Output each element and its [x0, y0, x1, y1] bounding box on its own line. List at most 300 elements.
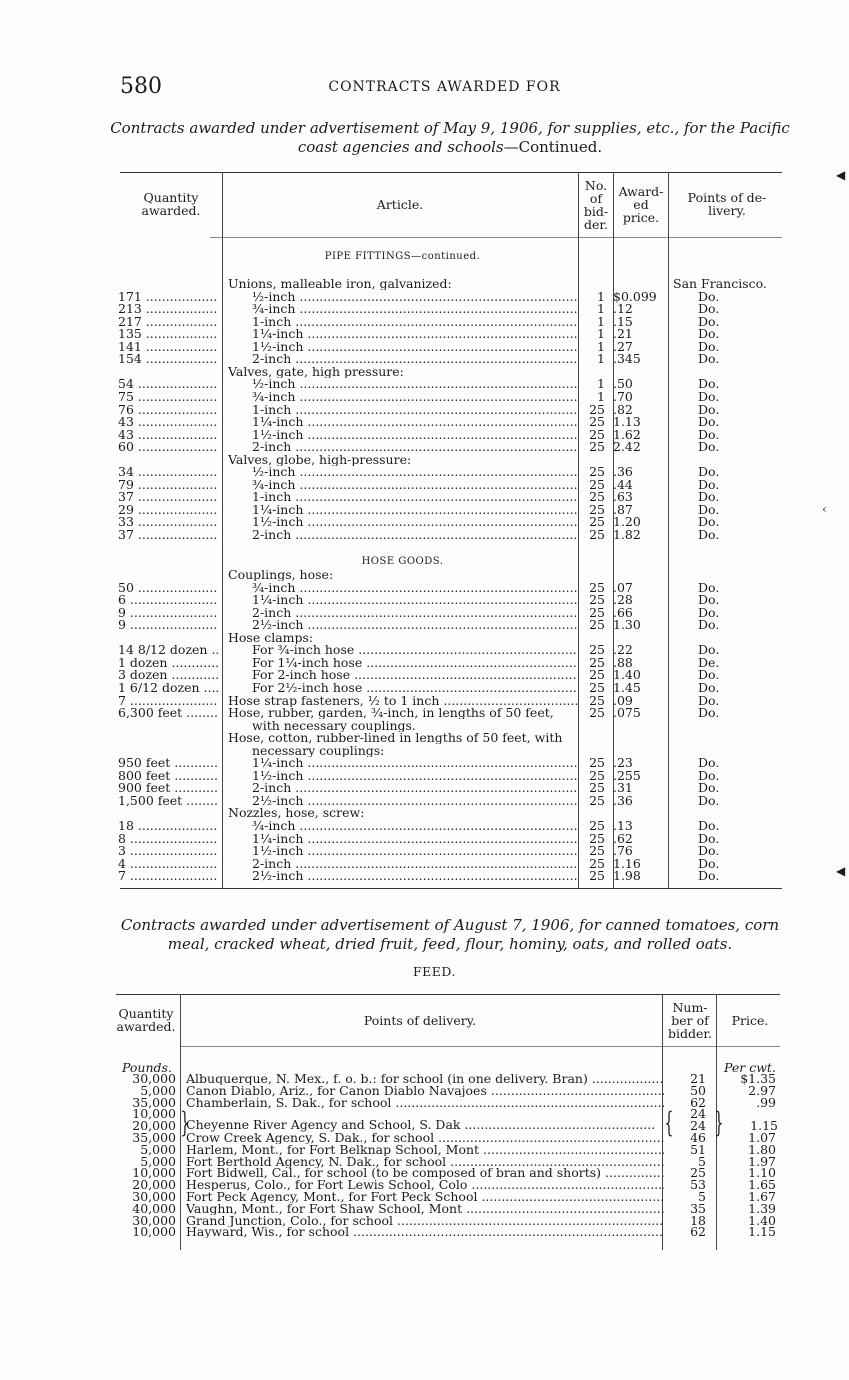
brace-bidder-right: }: [714, 1106, 724, 1139]
price-cell: .075: [613, 705, 641, 721]
bidder-cell: 25: [589, 514, 605, 530]
bidder-cell: 18: [690, 1212, 706, 1228]
quantity-cell: 50 .....: [118, 581, 218, 594]
dot-leader: [291, 606, 578, 619]
article-text: 1½-inch: [252, 339, 304, 353]
table-row: [118, 327, 788, 340]
quantity-cell: 4 .....: [118, 857, 218, 870]
bidder-cell: 25: [589, 654, 605, 670]
quantity-cell: 171 .....: [118, 290, 218, 303]
article-text: 2-inch: [252, 528, 292, 541]
article-text: 2-inch: [252, 440, 292, 454]
price-cell: 1.10: [748, 1165, 776, 1181]
table-row: [118, 832, 788, 845]
dot-leader: [291, 490, 578, 503]
delivery-cell: Do.: [698, 818, 720, 833]
price-cell: .62: [613, 830, 633, 846]
quantity-cell: 154 .....: [118, 352, 218, 365]
delivery-cell: Do.: [698, 767, 720, 783]
bidder-cell: 25: [589, 579, 605, 595]
article-cell: [228, 465, 578, 478]
bidder-cell: 25: [589, 501, 605, 517]
article-cell: [228, 719, 578, 732]
margin-arrow-icon: ◀: [836, 864, 846, 878]
margin-arrow-icon: ◀: [836, 168, 846, 182]
delivery-cell: Do.: [698, 301, 720, 317]
quantity-cell: 40,000: [132, 1200, 176, 1216]
price-cell: .21: [613, 326, 633, 342]
quantity-cell: 1,500 feet .....: [118, 794, 218, 807]
dot-leader: [303, 769, 578, 782]
delivery-cell: Do.: [698, 667, 720, 683]
article-cell: [228, 327, 578, 340]
dot-leader: [362, 681, 578, 694]
article-text: ¾-inch: [252, 580, 296, 594]
delivery-cell: Do.: [698, 692, 720, 708]
delivery-cell: Do.: [698, 414, 720, 430]
table2-caption: Contracts awarded under advertisement of August 7, 1906, for canned tomatoes, corn meal, cracked wheat, dried fruit, feed, flour, hominy, oats, and rolled oats.: [120, 916, 780, 953]
quantity-cell: 30,000: [132, 1071, 176, 1086]
bidder-cell: 25: [589, 843, 605, 859]
bidder-cell: 25: [589, 692, 605, 708]
article-cell: [228, 844, 578, 857]
article-cell: [228, 857, 578, 870]
cheyenne-place: [186, 1117, 656, 1132]
bidder-cell: 25: [589, 592, 605, 608]
article-text: 2½-inch: [252, 618, 304, 632]
dot-leader: [291, 440, 578, 453]
table-row: [118, 869, 788, 882]
article-text: necessary couplings:: [252, 743, 385, 757]
dot-leader: [295, 390, 578, 403]
price-cell: 1.07: [748, 1130, 776, 1145]
dot-leader: [295, 290, 578, 303]
delivery-cell: Do.: [698, 439, 720, 455]
quantity-cell: 35,000: [132, 1094, 176, 1110]
bidder-cell: 1: [597, 351, 605, 367]
bidder-cell: 51: [690, 1141, 706, 1157]
article-text: ¾-inch: [252, 477, 296, 491]
article-cell: [228, 490, 578, 503]
quantity-cell: 3 dozen .....: [118, 668, 218, 681]
quantity-cell: 800 feet .....: [118, 769, 218, 782]
delivery-cell: Do.: [698, 855, 720, 871]
article-cell: [228, 806, 578, 819]
quantity-cell: 20,000: [132, 1118, 176, 1134]
delivery-cell: Do.: [698, 313, 720, 329]
table-row: [118, 277, 788, 290]
delivery-text: Fort Peck Agency, Mont., for Fort Peck School: [186, 1190, 478, 1203]
table-row: [118, 606, 788, 619]
delivery-cell: Do.: [698, 288, 720, 304]
article-text: 1¼-inch: [252, 327, 304, 341]
delivery-cell: Do.: [698, 617, 720, 633]
article-cell: [228, 428, 578, 441]
delivery-text: Hayward, Wis., for school: [186, 1225, 350, 1239]
article-text: Hose clamps:: [228, 630, 314, 644]
delivery-text: Canon Diablo, Ariz., for Canon Diablo Navajoes: [186, 1083, 487, 1097]
dot-leader: [291, 528, 578, 541]
price-cell: .70: [613, 388, 633, 404]
price-cell: 1.15: [748, 1224, 776, 1240]
bidder-cell: 35: [690, 1200, 706, 1216]
section-hose-goods: HOSE GOODS.: [361, 556, 444, 567]
page-number: 580: [120, 74, 162, 99]
article-cell: [228, 781, 578, 794]
article-cell: [228, 769, 578, 782]
delivery-cell: Do.: [698, 426, 720, 442]
article-text: 1¼-inch: [252, 502, 304, 516]
quantity-cell: 6,300 feet .....: [118, 706, 218, 719]
dot-leader: [303, 515, 578, 528]
delivery-cell: De.: [698, 654, 720, 670]
dot-leader: [295, 478, 578, 491]
article-text: ½-inch: [252, 377, 296, 391]
table-row: [118, 719, 788, 732]
quantity-cell: 43 .....: [118, 415, 218, 428]
bidder-cell: 25: [589, 439, 605, 455]
article-text: Hose, rubber, garden, ¾-inch, in lengths of 50 feet,: [228, 706, 554, 720]
dot-leader: [303, 593, 578, 606]
article-text: Couplings, hose:: [228, 568, 334, 581]
bidder-cell: 21: [690, 1071, 706, 1086]
table-row: [118, 465, 788, 478]
bidder-cell: 25: [589, 617, 605, 633]
dot-leader: [295, 581, 578, 594]
article-text: Hose, cotton, rubber-lined in lengths of 50 feet, with: [228, 731, 563, 745]
dot-leader: [303, 844, 578, 857]
t2-header-quantity: Quantity awarded.: [116, 1006, 176, 1034]
delivery-text: Hesperus, Colo., for Fort Lewis School, Colo: [186, 1178, 468, 1192]
article-text: 1½-inch: [252, 768, 304, 782]
bidder-cell: 24: [690, 1118, 706, 1134]
article-cell: [228, 618, 578, 631]
price-cell: .255: [613, 767, 641, 783]
bidder-cell: 25: [589, 401, 605, 417]
delivery-cell: Do.: [698, 501, 720, 517]
table-row: [118, 503, 788, 516]
delivery-cell: Do.: [698, 514, 720, 530]
dot-leader: [303, 503, 578, 516]
bidder-cell: 5: [698, 1189, 706, 1204]
table-row: [118, 528, 788, 541]
table-row: [118, 769, 788, 782]
article-text: 2-inch: [252, 781, 292, 795]
price-cell: .22: [613, 642, 633, 658]
quantity-cell: 217 .....: [118, 315, 218, 328]
table-row: [118, 694, 788, 707]
article-text: For ¾-inch hose: [252, 643, 355, 657]
table-row: [118, 490, 788, 503]
dot-leader: [303, 832, 578, 845]
article-text: 1¼-inch: [252, 415, 304, 429]
price-cell: .15: [613, 313, 633, 329]
price-cell: .13: [613, 818, 633, 833]
delivery-cell: Do.: [698, 388, 720, 404]
article-cell: [228, 694, 578, 707]
article-text: with necessary couplings.: [252, 718, 416, 732]
article-text: 2-inch: [252, 605, 292, 619]
quantity-cell: 20,000: [132, 1177, 176, 1193]
dot-leader: [295, 302, 578, 315]
dot-leader: [291, 781, 578, 794]
article-text: Valves, globe, high-pressure:: [228, 452, 412, 466]
table-row: [118, 656, 788, 669]
article-cell: [228, 440, 578, 453]
article-cell: [228, 528, 578, 541]
article-cell: [228, 643, 578, 656]
brace-left: }: [180, 1106, 190, 1139]
dot-leader: [303, 415, 578, 428]
price-cell: 1.30: [613, 617, 641, 633]
price-cell: 1.40: [748, 1212, 776, 1228]
article-text: ½-inch: [252, 465, 296, 479]
table-row: [118, 478, 788, 491]
bidder-cell: 25: [589, 868, 605, 884]
article-cell: [228, 390, 578, 403]
price-cell: 2.42: [613, 439, 641, 455]
delivery-cell: Do.: [698, 464, 720, 480]
dot-leader: [291, 857, 578, 870]
table2-top-rule: [116, 994, 780, 995]
bidder-cell: 1: [597, 376, 605, 392]
bidder-cell: 25: [690, 1165, 706, 1181]
table1-bottom-rule: [120, 888, 782, 889]
table-row: [118, 365, 788, 378]
price-cell: .27: [613, 338, 633, 354]
price-cell: 1.67: [748, 1189, 776, 1204]
quantity-cell: 60 .....: [118, 440, 218, 453]
price-cell: .99: [756, 1094, 776, 1110]
bidder-cell: 25: [589, 830, 605, 846]
delivery-text: Fort Berthold Agency, N. Dak., for school: [186, 1154, 447, 1168]
article-text: 2-inch: [252, 352, 292, 366]
delivery-cell: Do.: [698, 780, 720, 796]
running-head: CONTRACTS AWARDED FOR: [328, 79, 561, 95]
bidder-cell: 25: [589, 426, 605, 442]
table-row: [118, 744, 788, 757]
dot-leader: [303, 794, 578, 807]
quantity-cell: 7 .....: [118, 694, 218, 707]
article-cell: [228, 453, 578, 466]
table-row: [118, 706, 788, 719]
price-cell: 1.13: [613, 414, 641, 430]
bidder-cell: 24: [690, 1106, 706, 1122]
dot-leader: [291, 315, 578, 328]
delivery-cell: Do.: [698, 642, 720, 658]
delivery-cell: Do.: [698, 792, 720, 808]
price-cell: $1.35: [740, 1071, 776, 1086]
bidder-cell: 25: [589, 527, 605, 542]
bidder-cell: 62: [690, 1094, 706, 1110]
price-cell: .82: [613, 401, 633, 417]
dot-leader: [303, 327, 578, 340]
table-row: [116, 1225, 782, 1238]
article-cell: [228, 832, 578, 845]
quantity-cell: 18 .....: [118, 819, 218, 832]
header-article: Article.: [376, 197, 424, 212]
article-text: 1½-inch: [252, 844, 304, 858]
price-cell: .07: [613, 579, 633, 595]
quantity-cell: 37 .....: [118, 490, 218, 503]
delivery-cell: Do.: [698, 527, 720, 542]
article-text: ¾-inch: [252, 302, 296, 316]
table-row: [118, 593, 788, 606]
delivery-cell: Do.: [698, 376, 720, 392]
price-cell: .66: [613, 604, 633, 620]
price-cell: .31: [613, 780, 633, 796]
quantity-cell: 7 .....: [118, 869, 218, 882]
article-cell: [228, 377, 578, 390]
quantity-cell: 135 .....: [118, 327, 218, 340]
table-row: [118, 806, 788, 819]
table-row: [118, 428, 788, 441]
article-cell: [228, 277, 578, 290]
dot-leader: [303, 340, 578, 353]
dot-leader: [303, 869, 578, 882]
price-cell: 1.97: [748, 1153, 776, 1169]
quantity-cell: 6 .....: [118, 593, 218, 606]
price-cell: .12: [613, 301, 633, 317]
quantity-cell: 33 .....: [118, 515, 218, 528]
dot-leader: [291, 352, 578, 365]
price-cell: .28: [613, 592, 633, 608]
quantity-cell: 35,000: [132, 1130, 176, 1145]
delivery-cell: Do.: [698, 489, 720, 505]
price-cell: 1.65: [748, 1177, 776, 1193]
quantity-cell: 1 6/12 dozen .....: [118, 681, 218, 694]
quantity-cell: 30,000: [132, 1189, 176, 1204]
article-cell: [228, 581, 578, 594]
delivery-cell: Do.: [698, 476, 720, 492]
price-cell: 1.45: [613, 679, 641, 695]
price-cell: .63: [613, 489, 633, 505]
bidder-cell: 25: [589, 679, 605, 695]
price-cell: .50: [613, 376, 633, 392]
bidder-cell: 1: [597, 288, 605, 304]
article-text: ¾-inch: [252, 819, 296, 832]
quantity-cell: 79 .....: [118, 478, 218, 491]
table-row: [118, 819, 788, 832]
dot-leader: [291, 403, 578, 416]
header-quantity: Quantity awarded.: [141, 190, 201, 218]
header-delivery: Points of de-livery.: [687, 190, 767, 218]
table1-top-rule: [120, 172, 782, 173]
bidder-cell: 25: [589, 780, 605, 796]
delivery-text: Chamberlain, S. Dak., for school: [186, 1095, 392, 1109]
article-cell: [228, 869, 578, 882]
bidder-cell: 25: [589, 818, 605, 833]
dot-leader: [295, 377, 578, 390]
article-cell: [228, 315, 578, 328]
table-row: [118, 515, 788, 528]
article-cell: [228, 656, 578, 669]
quantity-cell: 54 .....: [118, 377, 218, 390]
price-cell: .87: [613, 501, 633, 517]
article-text: ¾-inch: [252, 389, 296, 403]
t2-header-price: Price.: [731, 1013, 769, 1028]
delivery-text: Vaughn, Mont., for Fort Shaw School, Mont: [186, 1201, 463, 1215]
article-text: For 2-inch hose: [252, 668, 351, 682]
table-row: [118, 377, 788, 390]
table-row: [118, 668, 788, 681]
quantity-cell: 29 .....: [118, 503, 218, 516]
quantity-cell: 950 feet .....: [118, 756, 218, 769]
table-row: [118, 403, 788, 416]
table2-header-rule: [180, 1046, 780, 1047]
dot-leader: [303, 428, 578, 441]
article-cell: [228, 706, 578, 719]
article-cell: [228, 606, 578, 619]
header-price: Award-ed price.: [618, 184, 664, 225]
article-text: 1-inch: [252, 490, 292, 504]
price-cell: 1.98: [613, 868, 641, 884]
bidder-cell: 25: [589, 705, 605, 721]
bidder-cell: 25: [589, 792, 605, 808]
bidder-cell: 1: [597, 301, 605, 317]
bidder-cell: 1: [597, 326, 605, 342]
price-cell: 1.39: [748, 1200, 776, 1216]
header-bidder: No. of bid-der.: [583, 178, 609, 232]
table-row: [118, 340, 788, 353]
delivery-cell: Do.: [698, 604, 720, 620]
quantity-cell: 14 8/12 dozen .....: [118, 643, 218, 656]
delivery-cell: Do.: [698, 843, 720, 859]
bidder-cell: 5: [698, 1153, 706, 1169]
price-cell: 1.82: [613, 527, 641, 542]
quantity-cell: 30,000: [132, 1212, 176, 1228]
quantity-cell: 75 .....: [118, 390, 218, 403]
quantity-cell: 213 .....: [118, 302, 218, 315]
delivery-cell: Do.: [698, 401, 720, 417]
dot-leader: [439, 694, 578, 707]
bidder-cell: 25: [589, 642, 605, 658]
dot-leader: [295, 465, 578, 478]
delivery-cell: Do.: [698, 579, 720, 595]
price-cell: 1.20: [613, 514, 641, 530]
price-cell: 2.97: [748, 1082, 776, 1098]
price-cell: 1.16: [613, 855, 641, 871]
delivery-cell: Do.: [698, 592, 720, 608]
bidder-cell: 25: [589, 414, 605, 430]
article-cell: [228, 631, 578, 644]
quantity-cell: 9 .....: [118, 618, 218, 631]
price-cell: 1.62: [613, 426, 641, 442]
bidder-cell: 62: [690, 1224, 706, 1240]
table-row: [118, 415, 788, 428]
quantity-cell: 10,000: [132, 1165, 176, 1181]
table-row: [118, 302, 788, 315]
price-cell: 1.40: [613, 667, 641, 683]
article-cell: [228, 340, 578, 353]
table1-caption: [110, 119, 790, 157]
table-row: [118, 857, 788, 870]
delivery-text: Crow Creek Agency, S. Dak., for school: [186, 1131, 435, 1144]
table-row: [118, 794, 788, 807]
table-row: [118, 581, 788, 594]
margin-arrow-icon: ‹: [822, 502, 827, 516]
bidder-cell: 53: [690, 1177, 706, 1193]
article-text: 1½-inch: [252, 515, 304, 529]
delivery-text: Harlem, Mont., for Fort Belknap School, Mont: [186, 1142, 480, 1156]
table-row: [118, 315, 788, 328]
table-row: [118, 290, 788, 303]
bidder-cell: 25: [589, 667, 605, 683]
table1-caption-roman: —Continued.: [503, 138, 603, 156]
bidder-cell: 1: [597, 313, 605, 329]
bidder-cell: 25: [589, 476, 605, 492]
price-cell: .23: [613, 755, 633, 771]
